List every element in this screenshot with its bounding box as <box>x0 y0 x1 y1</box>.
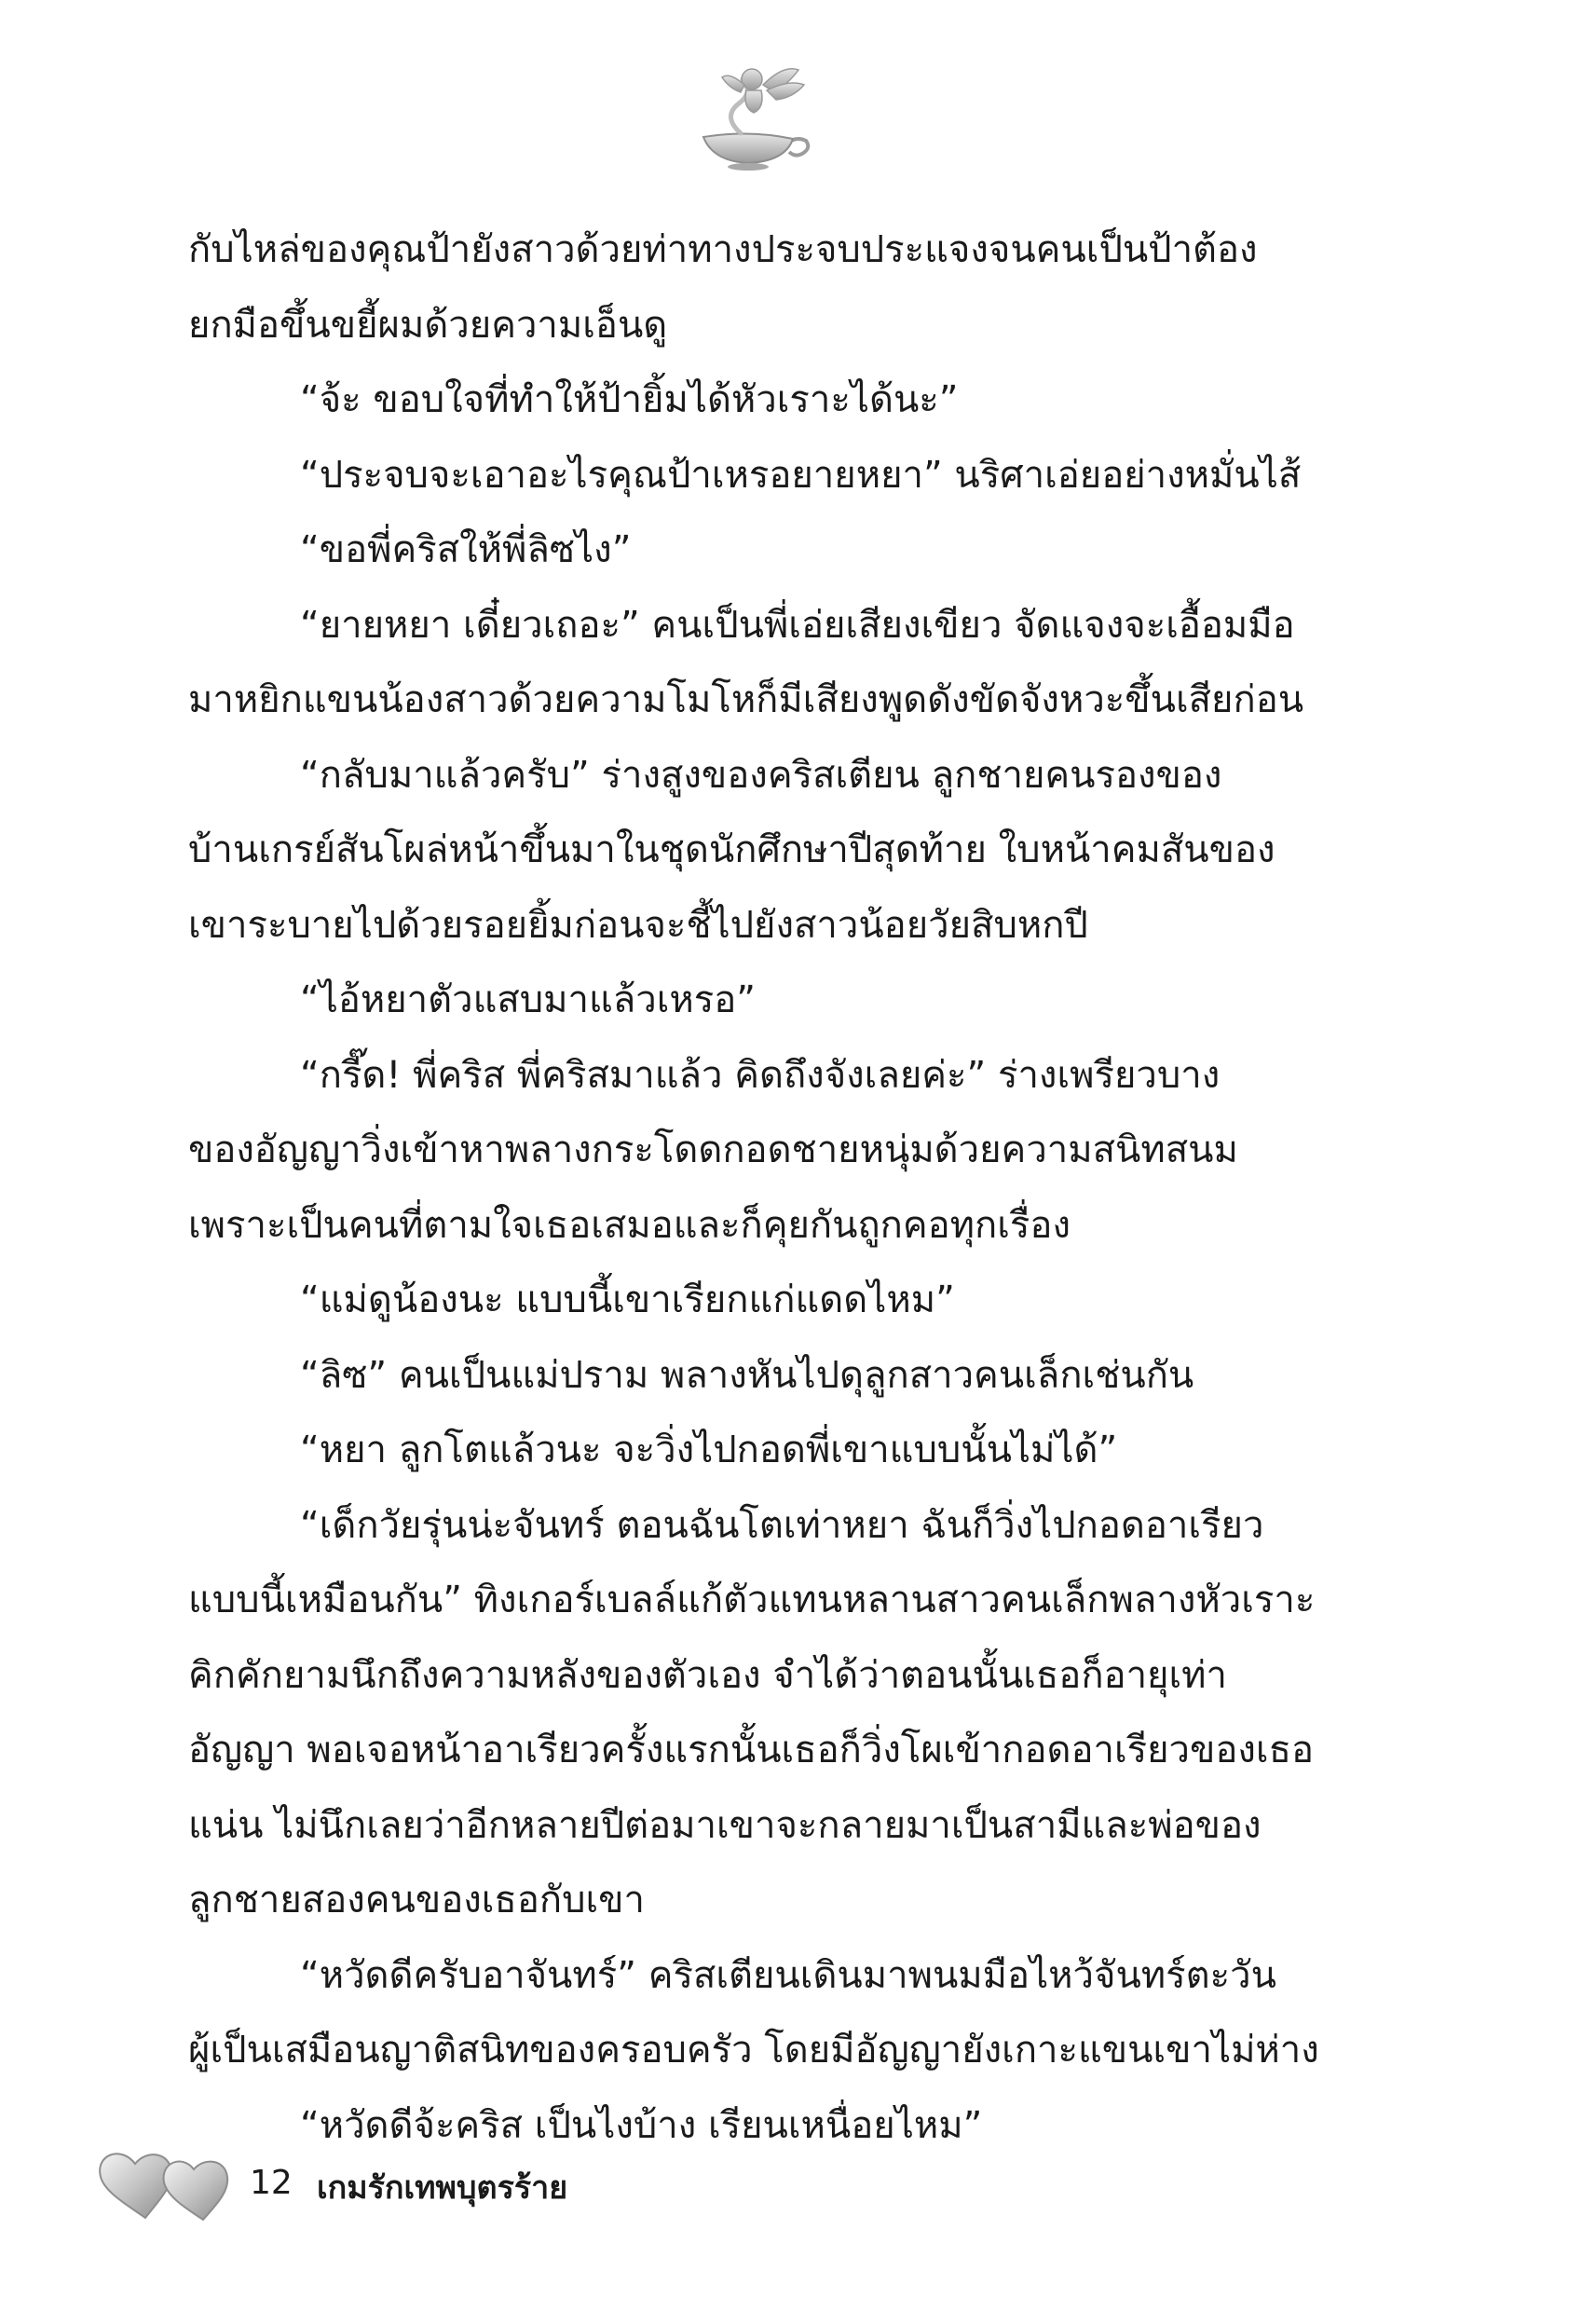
text-line: “ขอพี่คริสให้พี่ลิซไง” <box>300 528 632 571</box>
text-line: “เด็กวัยรุ่นน่ะจันทร์ ตอนฉันโตเท่าหยา ฉันก็วิ่งไปกอดอาเรียว <box>300 1503 1264 1547</box>
text-line: บ้านเกรย์สันโผล่หน้าขึ้นมาในชุดนักศึกษาปีสุดท้าย ใบหน้าคมสันของ <box>188 828 1275 871</box>
text-line: คิกคักยามนึกถึงความหลังของตัวเอง จำได้ว่าตอนนั้นเธอก็อายุเท่า <box>188 1653 1227 1697</box>
text-line: กับไหล่ของคุณป้ายังสาวด้วยท่าทางประจบประแจงจนคนเป็นป้าต้อง <box>188 228 1258 271</box>
text-line: แบบนี้เหมือนกัน” ทิงเกอร์เบลล์แก้ตัวแทนหลานสาวคนเล็กพลางหัวเราะ <box>188 1579 1316 1621</box>
text-line: ของอัญญาวิ่งเข้าหาพลางกระโดดกอดชายหนุ่มด้วยความสนิทสนม <box>188 1128 1238 1171</box>
text-line: ยกมือขึ้นขยี้ผมด้วยความเอ็นดู <box>188 303 668 347</box>
text-line: “หยา ลูกโตแล้วนะ จะวิ่งไปกอดพี่เขาแบบนั้นไม่ได้” <box>300 1429 1118 1471</box>
text-line: “แม่ดูน้องนะ แบบนี้เขาเรียกแก่แดดไหม” <box>300 1279 955 1321</box>
cherub-lamp-icon <box>685 51 825 172</box>
text-line: “กลับมาแล้วครับ” ร่างสูงของคริสเตียน ลูกชายคนรองของ <box>300 753 1222 797</box>
text-line: ลูกชายสองคนของเธอกับเขา <box>188 1879 645 1921</box>
text-line: “จ้ะ ขอบใจที่ทำให้ป้ายิ้มได้หัวเราะได้นะ” <box>300 378 959 421</box>
text-line: มาหยิกแขนน้องสาวด้วยความโมโหก็มีเสียงพูดดังขัดจังหวะขึ้นเสียก่อน <box>188 678 1304 721</box>
text-line: เพราะเป็นคนที่ตามใจเธอเสมอและก็คุยกันถูกคอทุกเรื่อง <box>188 1203 1071 1247</box>
text-line: “ประจบจะเอาอะไรคุณป้าเหรอยายหยา” นริศาเอ่ยอย่างหมั่นไส้ <box>300 453 1302 497</box>
page-number: 12 <box>250 2164 293 2202</box>
book-title: เกมรักเทพบุตรร้าย <box>317 2169 568 2207</box>
text-line: แน่น ไม่นึกเลยว่าอีกหลายปีต่อมาเขาจะกลายมาเป็นสามีและพ่อของ <box>188 1803 1262 1847</box>
text-line: อัญญา พอเจอหน้าอาเรียวครั้งแรกนั้นเธอก็วิ่งโผเข้ากอดอาเรียวของเธอ <box>188 1729 1315 1771</box>
text-line: ผู้เป็นเสมือนญาติสนิทของครอบครัว โดยมีอัญญายังเกาะแขนเขาไม่ห่าง <box>188 2029 1319 2072</box>
text-line: “ลิซ” คนเป็นแม่ปราม พลางหันไปดุลูกสาวคนเล็กเช่นกัน <box>300 1353 1194 1397</box>
text-line: “หวัดดีครับอาจันทร์” คริสเตียนเดินมาพนมมือไหว้จันทร์ตะวัน <box>300 1953 1276 1997</box>
text-line: “ไอ้หยาตัวแสบมาแล้วเหรอ” <box>300 978 757 1021</box>
hearts-icon <box>93 2143 252 2227</box>
text-line: เขาระบายไปด้วยรอยยิ้มก่อนจะชี้ไปยังสาวน้อยวัยสิบหกปี <box>188 903 1088 947</box>
text-line: “ยายหยา เดี๋ยวเถอะ” คนเป็นพี่เอ่ยเสียงเขียว จัดแจงจะเอื้อมมือ <box>300 603 1295 647</box>
text-line: “หวัดดีจ้ะคริส เป็นไงบ้าง เรียนเหนื่อยไหม” <box>300 2103 983 2147</box>
text-line: “กรี๊ด! พี่คริส พี่คริสมาแล้ว คิดถึงจังเลยค่ะ” ร่างเพรียวบาง <box>300 1053 1221 1097</box>
body-text <box>188 212 1339 2163</box>
